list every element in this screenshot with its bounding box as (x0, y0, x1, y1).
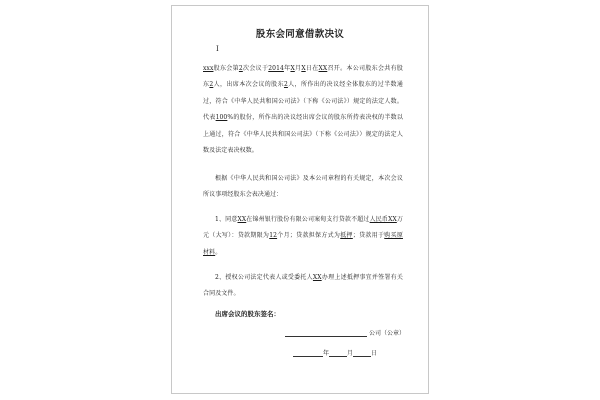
scan-mark: I (216, 45, 219, 53)
text: %的股份，所作出的决议经出席会议的股东所持表决权的半数以上通过，符合《中华人民共和国公司法》（下称《公司法》）规定的法定人数及法定表决权数。 (203, 114, 403, 155)
text: 日在 (305, 65, 319, 72)
date-row (293, 348, 377, 357)
text: 次会议于 (242, 65, 269, 72)
paragraph-resolution-2 (203, 270, 403, 303)
total-shareholders: 2 (209, 81, 214, 89)
share-percent: 100 (215, 114, 228, 122)
text: 万元（大写）：贷款期限为 (203, 216, 404, 240)
present-shareholders: 2 (283, 81, 288, 89)
text: 个月；贷款担保方式为 (277, 232, 341, 240)
text: ；贷款用于 (352, 232, 385, 240)
year-label: 年 (323, 350, 330, 357)
authorized-person: XX (312, 274, 322, 281)
text: 股东会第 (213, 65, 239, 72)
month-label: 月 (347, 350, 354, 357)
meeting-year: 2014 (268, 65, 284, 72)
text: 2、授权公司法定代表人或受委托人 (215, 274, 313, 281)
text: 人，所作出的决议经全体股东的过半数通过，符合《中华人民共和国公司法》（下称《公司法》）规定的法定人数。代表 (203, 81, 403, 122)
loan-amount: 人民币XX (369, 216, 397, 223)
company-signature-line (285, 327, 367, 337)
paragraph-resolution-1 (203, 212, 403, 261)
meeting-day: X (301, 65, 306, 72)
meeting-location: XX (318, 65, 328, 72)
paragraph-meeting-info (203, 61, 403, 159)
text: 年 (283, 65, 291, 72)
day-label: 日 (371, 350, 378, 357)
text: 人，出席本次会议的股东 (213, 81, 284, 89)
loan-term: 12 (269, 232, 278, 240)
guarantee-method: 抵押 (340, 232, 353, 240)
text: 1、同意 (215, 216, 238, 223)
meeting-number: 2 (238, 65, 243, 72)
year-blank (293, 348, 323, 357)
text: 。 (215, 248, 222, 256)
signature-label: 出席会议的股东签名： (215, 310, 280, 318)
borrower-name: XX (237, 216, 247, 223)
document-page (171, 5, 429, 394)
text: 召开。本公司股东会共有股东 (203, 65, 403, 89)
company-seal-label: 公司（公章） (369, 330, 406, 337)
document-title: 股东会同意借款决议 (255, 29, 345, 40)
meeting-month: X (290, 65, 295, 72)
text: 在锦州银行股份有限公司案甸支行贷款不超过 (246, 216, 370, 223)
month-blank (329, 348, 347, 357)
day-blank (353, 348, 371, 357)
text: 办理上述抵押事宜并签署有关合同及文件。 (203, 274, 403, 298)
text: 月 (294, 65, 302, 72)
company-name: xxx (203, 65, 214, 72)
loan-purpose: 购买原材料 (203, 232, 403, 256)
paragraph-legal-basis: 根据《中华人民共和国公司法》及本公司章程的有关规定，本次会议所议事项经股东会表决通过： (203, 175, 403, 199)
